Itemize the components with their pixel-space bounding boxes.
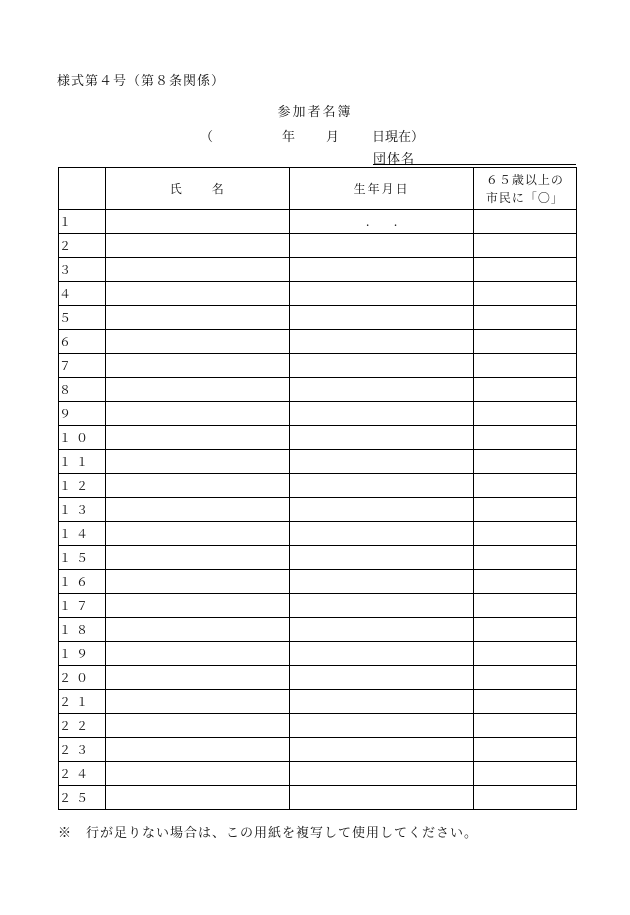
row-number: ９ xyxy=(59,402,106,426)
table-row xyxy=(59,354,577,378)
name-cell[interactable] xyxy=(106,714,290,738)
birthdate-cell[interactable] xyxy=(290,306,473,330)
table-row xyxy=(59,450,577,474)
senior-mark-cell[interactable] xyxy=(473,234,576,258)
birthdate-cell[interactable] xyxy=(290,642,473,666)
row-number: １４ xyxy=(59,522,106,546)
table-row xyxy=(59,282,577,306)
row-number: １５ xyxy=(59,546,106,570)
table-row xyxy=(59,402,577,426)
date-month-label: 月 xyxy=(326,130,340,145)
table-row xyxy=(59,522,577,546)
table-row xyxy=(59,378,577,402)
row-number: ６ xyxy=(59,330,106,354)
table-row xyxy=(59,426,577,450)
name-cell[interactable] xyxy=(106,330,290,354)
row-number: ２１ xyxy=(59,690,106,714)
row-number: １３ xyxy=(59,498,106,522)
birthdate-cell[interactable] xyxy=(290,570,473,594)
table-row xyxy=(59,546,577,570)
name-cell[interactable] xyxy=(106,498,290,522)
table-row xyxy=(59,642,577,666)
senior-mark-cell[interactable] xyxy=(473,738,576,762)
name-cell[interactable] xyxy=(106,282,290,306)
name-cell[interactable] xyxy=(106,786,290,810)
birthdate-cell[interactable] xyxy=(290,666,473,690)
table-row xyxy=(59,714,577,738)
senior-mark-cell[interactable] xyxy=(473,618,576,642)
row-number: １８ xyxy=(59,618,106,642)
birthdate-cell[interactable] xyxy=(290,234,473,258)
table-row xyxy=(59,498,577,522)
table-row xyxy=(59,786,577,810)
senior-mark-cell[interactable] xyxy=(473,474,576,498)
row-number: １０ xyxy=(59,426,106,450)
senior-mark-cell[interactable] xyxy=(473,642,576,666)
date-open-paren: （ xyxy=(200,130,214,145)
name-cell[interactable] xyxy=(106,666,290,690)
birthdate-cell[interactable] xyxy=(290,738,473,762)
senior-mark-cell[interactable] xyxy=(473,378,576,402)
table-row xyxy=(59,666,577,690)
senior-mark-cell[interactable] xyxy=(473,546,576,570)
row-number: ２４ xyxy=(59,762,106,786)
birthdate-cell[interactable] xyxy=(290,594,473,618)
row-number: １９ xyxy=(59,642,106,666)
table-row xyxy=(59,306,577,330)
senior-mark-cell[interactable] xyxy=(473,426,576,450)
row-number: ２０ xyxy=(59,666,106,690)
row-number: ２５ xyxy=(59,786,106,810)
group-name-label: 団体名 xyxy=(373,152,416,167)
name-cell[interactable] xyxy=(106,738,290,762)
row-number: ２ xyxy=(59,234,106,258)
senior-mark-cell[interactable] xyxy=(473,570,576,594)
name-cell[interactable] xyxy=(106,474,290,498)
birthdate-cell[interactable] xyxy=(290,354,473,378)
header-senior-line1: ６５歳以上の xyxy=(485,172,564,187)
date-year-label: 年 xyxy=(282,130,296,145)
senior-mark-cell[interactable] xyxy=(473,282,576,306)
name-cell[interactable] xyxy=(106,594,290,618)
header-birthdate: 生年月日 xyxy=(290,168,473,210)
header-senior-line2: 市民に「〇」 xyxy=(485,190,564,205)
name-cell[interactable] xyxy=(106,690,290,714)
table-row xyxy=(59,618,577,642)
name-cell[interactable] xyxy=(106,522,290,546)
birthdate-cell[interactable] xyxy=(290,474,473,498)
birthdate-cell[interactable] xyxy=(290,522,473,546)
footnote: ※ 行が足りない場合は、この用紙を複写して使用してください。 xyxy=(58,826,479,841)
birthdate-cell[interactable] xyxy=(290,786,473,810)
form-number: 様式第４号（第８条関係） xyxy=(57,74,226,89)
table-row xyxy=(59,570,577,594)
birthdate-cell[interactable] xyxy=(290,258,473,282)
header-name: 氏 名 xyxy=(106,168,290,210)
header-number-cell xyxy=(59,168,106,210)
table-row xyxy=(59,330,577,354)
table-header-row xyxy=(59,168,577,210)
birthdate-cell[interactable]: . . xyxy=(290,210,473,234)
table-row xyxy=(59,690,577,714)
row-number: １７ xyxy=(59,594,106,618)
table-row xyxy=(59,234,577,258)
senior-mark-cell[interactable] xyxy=(473,210,576,234)
name-cell[interactable] xyxy=(106,210,290,234)
birthdate-cell[interactable] xyxy=(290,450,473,474)
table-body xyxy=(59,210,577,810)
name-cell[interactable] xyxy=(106,234,290,258)
row-number: ４ xyxy=(59,282,106,306)
senior-mark-cell[interactable] xyxy=(473,306,576,330)
senior-mark-cell[interactable] xyxy=(473,498,576,522)
senior-mark-cell[interactable] xyxy=(473,714,576,738)
row-number: １ xyxy=(59,210,106,234)
birthdate-cell[interactable] xyxy=(290,330,473,354)
row-number: ２３ xyxy=(59,738,106,762)
birthdate-cell[interactable] xyxy=(290,618,473,642)
name-cell[interactable] xyxy=(106,258,290,282)
birthdate-cell[interactable] xyxy=(290,282,473,306)
birthdate-cell[interactable] xyxy=(290,546,473,570)
name-cell[interactable] xyxy=(106,618,290,642)
senior-mark-cell[interactable] xyxy=(473,354,576,378)
row-number: ２２ xyxy=(59,714,106,738)
birthdate-cell[interactable] xyxy=(290,714,473,738)
name-cell[interactable] xyxy=(106,378,290,402)
birthdate-cell[interactable] xyxy=(290,690,473,714)
name-cell[interactable] xyxy=(106,450,290,474)
row-number: ７ xyxy=(59,354,106,378)
senior-mark-cell[interactable] xyxy=(473,522,576,546)
participant-table xyxy=(58,167,577,810)
birthdate-cell[interactable] xyxy=(290,426,473,450)
birthdate-cell[interactable] xyxy=(290,402,473,426)
name-cell[interactable] xyxy=(106,570,290,594)
row-number: ８ xyxy=(59,378,106,402)
name-cell[interactable] xyxy=(106,642,290,666)
name-cell[interactable] xyxy=(106,762,290,786)
senior-mark-cell[interactable] xyxy=(473,690,576,714)
name-cell[interactable] xyxy=(106,546,290,570)
name-cell[interactable] xyxy=(106,426,290,450)
birthdate-cell[interactable] xyxy=(290,762,473,786)
table-row xyxy=(59,258,577,282)
senior-mark-cell[interactable] xyxy=(473,258,576,282)
name-cell[interactable] xyxy=(106,354,290,378)
birthdate-cell[interactable] xyxy=(290,378,473,402)
document-title: 参加者名簿 xyxy=(277,105,353,120)
date-day-label: 日現在） xyxy=(372,130,425,145)
birthdate-cell[interactable] xyxy=(290,498,473,522)
senior-mark-cell[interactable] xyxy=(473,450,576,474)
senior-mark-cell[interactable] xyxy=(473,594,576,618)
name-cell[interactable] xyxy=(106,402,290,426)
senior-mark-cell[interactable] xyxy=(473,762,576,786)
table-row xyxy=(59,738,577,762)
row-number: １１ xyxy=(59,450,106,474)
row-number: ３ xyxy=(59,258,106,282)
table-row xyxy=(59,594,577,618)
senior-mark-cell[interactable] xyxy=(473,666,576,690)
name-cell[interactable] xyxy=(106,306,290,330)
header-senior xyxy=(473,168,576,210)
group-name-line[interactable] xyxy=(373,164,576,165)
row-number: ５ xyxy=(59,306,106,330)
table-row xyxy=(59,474,577,498)
table-row xyxy=(59,210,577,234)
row-number: １２ xyxy=(59,474,106,498)
row-number: １６ xyxy=(59,570,106,594)
table-row xyxy=(59,762,577,786)
senior-mark-cell[interactable] xyxy=(473,330,576,354)
senior-mark-cell[interactable] xyxy=(473,402,576,426)
senior-mark-cell[interactable] xyxy=(473,786,576,810)
